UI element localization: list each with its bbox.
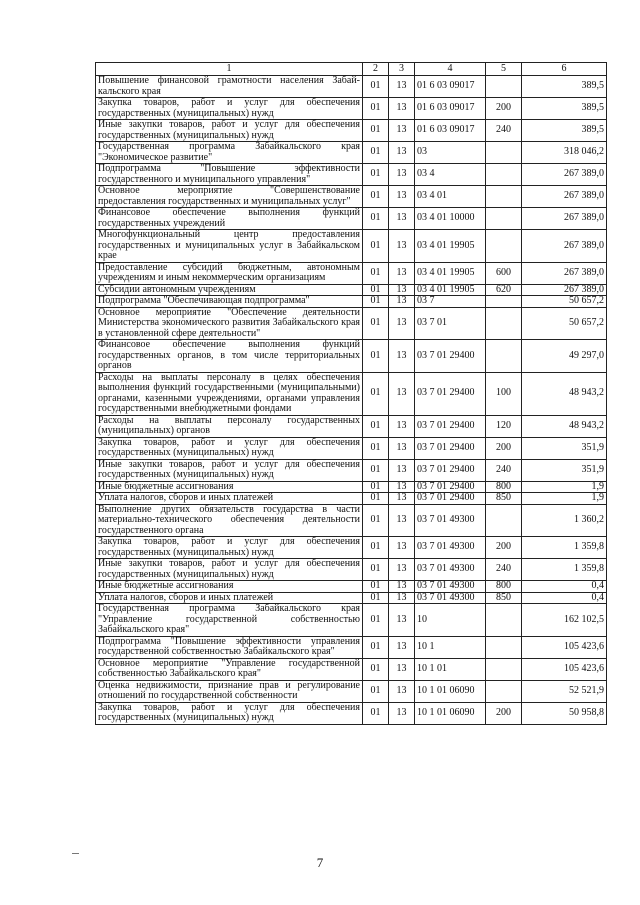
expense-type-cell (486, 636, 522, 658)
expense-type-cell (486, 680, 522, 702)
target-article-cell: 03 7 01 29400 (415, 437, 486, 459)
expense-type-cell: 800 (486, 481, 522, 493)
subsection-code-cell: 13 (389, 372, 415, 415)
section-code-cell: 01 (363, 636, 389, 658)
subsection-code-cell: 13 (389, 680, 415, 702)
target-article-cell: 10 1 01 06090 (415, 702, 486, 724)
amount-cell: 351,9 (522, 459, 607, 481)
row-name-cell: Иные бюджетные ассигнования (96, 581, 363, 593)
target-article-cell: 10 1 (415, 636, 486, 658)
section-code-cell: 01 (363, 559, 389, 581)
table-row (96, 702, 607, 724)
section-code-cell: 01 (363, 208, 389, 230)
row-name-cell: Многофункциональный центр предоставления государственных и муниципальных услуг в Забайкальском крае (96, 230, 363, 263)
target-article-cell: 10 (415, 604, 486, 637)
amount-cell: 267 389,0 (522, 284, 607, 296)
amount-cell: 48 943,2 (522, 415, 607, 437)
target-article-cell: 03 7 01 29400 (415, 481, 486, 493)
subsection-code-cell: 13 (389, 415, 415, 437)
section-code-cell: 01 (363, 415, 389, 437)
expense-type-cell (486, 296, 522, 308)
expense-type-cell: 800 (486, 581, 522, 593)
section-code-cell: 01 (363, 437, 389, 459)
amount-cell: 162 102,5 (522, 604, 607, 637)
expense-type-cell (486, 164, 522, 186)
expense-type-cell: 200 (486, 537, 522, 559)
section-code-cell: 01 (363, 340, 389, 373)
row-name-cell: Выполнение других обязательств государства в части материально-технического обеспечения деятельности государственного органа (96, 504, 363, 537)
row-name-cell: Подпрограмма "Повышение эффективности государственного и муниципального управления" (96, 164, 363, 186)
expense-type-cell (486, 307, 522, 340)
amount-cell: 50 657,2 (522, 296, 607, 308)
target-article-cell: 03 4 01 (415, 186, 486, 208)
target-article-cell: 03 7 01 29400 (415, 372, 486, 415)
expense-type-cell: 120 (486, 415, 522, 437)
section-code-cell: 01 (363, 186, 389, 208)
table-row (96, 415, 607, 437)
table-row (96, 296, 607, 308)
table-row (96, 186, 607, 208)
target-article-cell: 01 6 03 09017 (415, 98, 486, 120)
section-code-cell: 01 (363, 459, 389, 481)
table-row (96, 559, 607, 581)
expense-type-cell: 240 (486, 559, 522, 581)
subsection-code-cell: 13 (389, 702, 415, 724)
table-body (96, 76, 607, 725)
amount-cell: 267 389,0 (522, 262, 607, 284)
row-name-cell: Уплата налогов, сборов и иных платежей (96, 592, 363, 604)
row-name-cell: Субсидии автономным учреждениям (96, 284, 363, 296)
table-row (96, 537, 607, 559)
row-name-cell: Повышение финансовой грамотности населения Забай-кальского края (96, 76, 363, 98)
section-code-cell: 01 (363, 284, 389, 296)
subsection-code-cell: 13 (389, 262, 415, 284)
amount-cell: 50 657,2 (522, 307, 607, 340)
expense-type-cell: 200 (486, 98, 522, 120)
expense-type-cell (486, 658, 522, 680)
table-row (96, 262, 607, 284)
amount-cell: 48 943,2 (522, 372, 607, 415)
target-article-cell: 03 7 01 49300 (415, 559, 486, 581)
target-article-cell: 03 7 01 (415, 307, 486, 340)
amount-cell: 389,5 (522, 98, 607, 120)
target-article-cell: 10 1 01 06090 (415, 680, 486, 702)
table-row (96, 284, 607, 296)
expense-type-cell: 850 (486, 592, 522, 604)
amount-cell: 50 958,8 (522, 702, 607, 724)
row-name-cell: Подпрограмма "Обеспечивающая подпрограмма" (96, 296, 363, 308)
table-row (96, 164, 607, 186)
subsection-code-cell: 13 (389, 98, 415, 120)
subsection-code-cell: 13 (389, 459, 415, 481)
table-row (96, 680, 607, 702)
section-code-cell: 01 (363, 658, 389, 680)
table-row (96, 481, 607, 493)
header-cell: 4 (415, 63, 486, 76)
table-row (96, 504, 607, 537)
target-article-cell: 03 4 01 19905 (415, 230, 486, 263)
subsection-code-cell: 13 (389, 186, 415, 208)
target-article-cell: 03 4 01 19905 (415, 262, 486, 284)
subsection-code-cell: 13 (389, 537, 415, 559)
subsection-code-cell: 13 (389, 437, 415, 459)
target-article-cell: 10 1 01 (415, 658, 486, 680)
expense-type-cell: 240 (486, 120, 522, 142)
target-article-cell: 03 4 (415, 164, 486, 186)
row-name-cell: Уплата налогов, сборов и иных платежей (96, 493, 363, 505)
section-code-cell: 01 (363, 702, 389, 724)
section-code-cell: 01 (363, 164, 389, 186)
table-row (96, 437, 607, 459)
row-name-cell: Оценка недвижимости, признание прав и регулирование отношений по государственной собственности (96, 680, 363, 702)
amount-cell: 389,5 (522, 76, 607, 98)
subsection-code-cell: 13 (389, 493, 415, 505)
header-cell: 2 (363, 63, 389, 76)
amount-cell: 267 389,0 (522, 230, 607, 263)
subsection-code-cell: 13 (389, 636, 415, 658)
row-name-cell: Государственная программа Забайкальского края "Экономическое развитие" (96, 142, 363, 164)
table-row (96, 459, 607, 481)
row-name-cell: Подпрограмма "Повышение эффективности управления государственной собственностью Забайкальского края" (96, 636, 363, 658)
table-header-row (96, 63, 607, 76)
row-name-cell: Иные закупки товаров, работ и услуг для обеспечения государственных (муниципальных) нужд (96, 459, 363, 481)
section-code-cell: 01 (363, 493, 389, 505)
amount-cell: 318 046,2 (522, 142, 607, 164)
amount-cell: 389,5 (522, 120, 607, 142)
amount-cell: 267 389,0 (522, 208, 607, 230)
target-article-cell: 01 6 03 09017 (415, 76, 486, 98)
budget-table (95, 62, 607, 725)
amount-cell: 105 423,6 (522, 636, 607, 658)
amount-cell: 267 389,0 (522, 186, 607, 208)
subsection-code-cell: 13 (389, 164, 415, 186)
margin-mark (72, 853, 79, 854)
subsection-code-cell: 13 (389, 340, 415, 373)
section-code-cell: 01 (363, 537, 389, 559)
section-code-cell: 01 (363, 296, 389, 308)
amount-cell: 0,4 (522, 581, 607, 593)
row-name-cell: Иные бюджетные ассигнования (96, 481, 363, 493)
table-row (96, 208, 607, 230)
target-article-cell: 03 7 01 49300 (415, 537, 486, 559)
expense-type-cell: 850 (486, 493, 522, 505)
table-row (96, 372, 607, 415)
section-code-cell: 01 (363, 307, 389, 340)
subsection-code-cell: 13 (389, 307, 415, 340)
amount-cell: 0,4 (522, 592, 607, 604)
section-code-cell: 01 (363, 372, 389, 415)
header-cell: 6 (522, 63, 607, 76)
amount-cell: 351,9 (522, 437, 607, 459)
amount-cell: 1 360,2 (522, 504, 607, 537)
section-code-cell: 01 (363, 481, 389, 493)
page-number: 7 (316, 855, 324, 870)
table-row (96, 76, 607, 98)
table-row (96, 493, 607, 505)
target-article-cell: 03 (415, 142, 486, 164)
row-name-cell: Закупка товаров, работ и услуг для обеспечения государственных (муниципальных) нужд (96, 702, 363, 724)
expense-type-cell (486, 604, 522, 637)
amount-cell: 1 359,8 (522, 559, 607, 581)
target-article-cell: 03 7 01 49300 (415, 592, 486, 604)
subsection-code-cell: 13 (389, 284, 415, 296)
expense-type-cell: 200 (486, 437, 522, 459)
header-cell: 5 (486, 63, 522, 76)
target-article-cell: 03 4 01 10000 (415, 208, 486, 230)
expense-type-cell: 620 (486, 284, 522, 296)
section-code-cell: 01 (363, 120, 389, 142)
section-code-cell: 01 (363, 680, 389, 702)
target-article-cell: 03 7 01 29400 (415, 340, 486, 373)
amount-cell: 1,9 (522, 481, 607, 493)
section-code-cell: 01 (363, 230, 389, 263)
row-name-cell: Основное мероприятие "Управление государственной собственностью Забайкальского края" (96, 658, 363, 680)
section-code-cell: 01 (363, 592, 389, 604)
amount-cell: 105 423,6 (522, 658, 607, 680)
expense-type-cell (486, 230, 522, 263)
table-row (96, 230, 607, 263)
section-code-cell: 01 (363, 262, 389, 284)
table-row (96, 340, 607, 373)
row-name-cell: Иные закупки товаров, работ и услуг для обеспечения государственных (муниципальных) нужд (96, 120, 363, 142)
table-row (96, 120, 607, 142)
amount-cell: 52 521,9 (522, 680, 607, 702)
amount-cell: 49 297,0 (522, 340, 607, 373)
section-code-cell: 01 (363, 76, 389, 98)
target-article-cell: 03 7 01 49300 (415, 581, 486, 593)
row-name-cell: Предоставление субсидий бюджетным, автономным учреждениям и иным некоммерческим организациям (96, 262, 363, 284)
row-name-cell: Расходы на выплаты персоналу государственных (муниципальных) органов (96, 415, 363, 437)
table-row (96, 98, 607, 120)
row-name-cell: Финансовое обеспечение выполнения функций государственных учреждений (96, 208, 363, 230)
subsection-code-cell: 13 (389, 296, 415, 308)
header-cell: 3 (389, 63, 415, 76)
subsection-code-cell: 13 (389, 230, 415, 263)
amount-cell: 1 359,8 (522, 537, 607, 559)
table-row (96, 581, 607, 593)
table-row (96, 604, 607, 637)
expense-type-cell: 600 (486, 262, 522, 284)
section-code-cell: 01 (363, 98, 389, 120)
table-row (96, 592, 607, 604)
expense-type-cell: 100 (486, 372, 522, 415)
section-code-cell: 01 (363, 604, 389, 637)
expense-type-cell (486, 208, 522, 230)
section-code-cell: 01 (363, 142, 389, 164)
subsection-code-cell: 13 (389, 208, 415, 230)
expense-type-cell (486, 142, 522, 164)
row-name-cell: Иные закупки товаров, работ и услуг для обеспечения государственных (муниципальных) нужд (96, 559, 363, 581)
row-name-cell: Финансовое обеспечение выполнения функций государственных органов, в том числе территориальных органов (96, 340, 363, 373)
target-article-cell: 03 7 (415, 296, 486, 308)
row-name-cell: Государственная программа Забайкальского края "Управление государственной собственностью Забайкальского края" (96, 604, 363, 637)
table-row (96, 636, 607, 658)
section-code-cell: 01 (363, 581, 389, 593)
target-article-cell: 01 6 03 09017 (415, 120, 486, 142)
target-article-cell: 03 7 01 29400 (415, 459, 486, 481)
subsection-code-cell: 13 (389, 142, 415, 164)
expense-type-cell (486, 504, 522, 537)
row-name-cell: Основное мероприятие "Совершенствование предоставления государственных и муниципальных услуг" (96, 186, 363, 208)
expense-type-cell (486, 76, 522, 98)
amount-cell: 267 389,0 (522, 164, 607, 186)
subsection-code-cell: 13 (389, 481, 415, 493)
subsection-code-cell: 13 (389, 559, 415, 581)
table-row (96, 142, 607, 164)
row-name-cell: Закупка товаров, работ и услуг для обеспечения государственных (муниципальных) нужд (96, 437, 363, 459)
header-cell: 1 (96, 63, 363, 76)
subsection-code-cell: 13 (389, 120, 415, 142)
target-article-cell: 03 7 01 29400 (415, 415, 486, 437)
target-article-cell: 03 4 01 19905 (415, 284, 486, 296)
table-row (96, 658, 607, 680)
row-name-cell: Основное мероприятие "Обеспечение деятельности Министерства экономического развития Забайкальского края в установленной сфере деятельности" (96, 307, 363, 340)
expense-type-cell (486, 340, 522, 373)
section-code-cell: 01 (363, 504, 389, 537)
amount-cell: 1,9 (522, 493, 607, 505)
subsection-code-cell: 13 (389, 658, 415, 680)
subsection-code-cell: 13 (389, 504, 415, 537)
target-article-cell: 03 7 01 49300 (415, 504, 486, 537)
subsection-code-cell: 13 (389, 604, 415, 637)
subsection-code-cell: 13 (389, 76, 415, 98)
subsection-code-cell: 13 (389, 592, 415, 604)
row-name-cell: Закупка товаров, работ и услуг для обеспечения государственных (муниципальных) нужд (96, 98, 363, 120)
table-row (96, 307, 607, 340)
row-name-cell: Закупка товаров, работ и услуг для обеспечения государственных (муниципальных) нужд (96, 537, 363, 559)
expense-type-cell (486, 186, 522, 208)
expense-type-cell: 240 (486, 459, 522, 481)
row-name-cell: Расходы на выплаты персоналу в целях обеспечения выполнения функций государственными (муниципальными) органами, казенными учреждениями, органами управления государственными внебюджетными фондами (96, 372, 363, 415)
target-article-cell: 03 7 01 29400 (415, 493, 486, 505)
expense-type-cell: 200 (486, 702, 522, 724)
subsection-code-cell: 13 (389, 581, 415, 593)
